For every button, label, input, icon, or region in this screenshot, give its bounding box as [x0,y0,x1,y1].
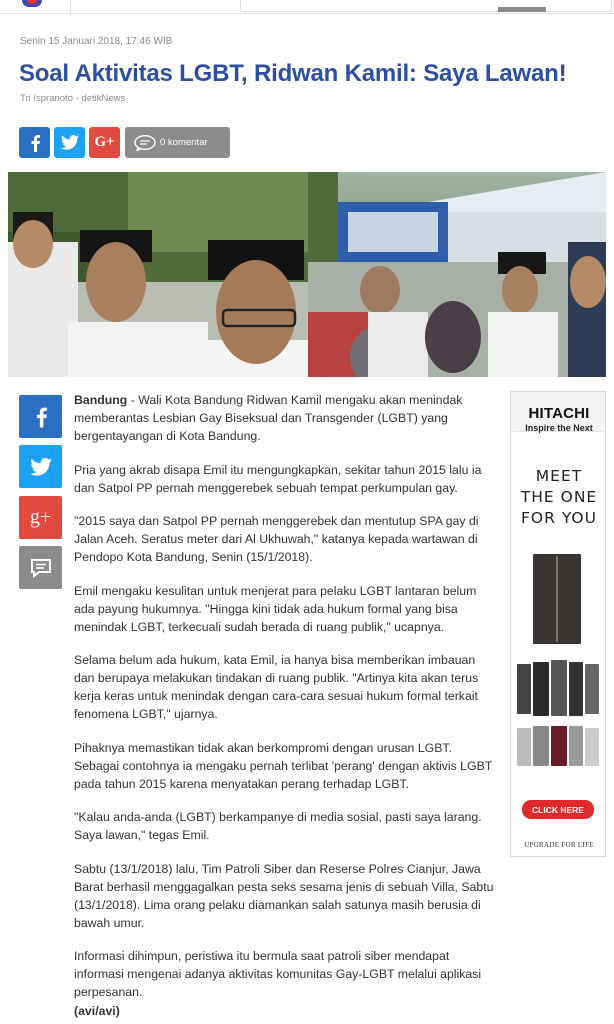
article-paragraph: Pihaknya memastikan tidak akan berkompromi dengan urusan LGBT. Sebagai contohnya ia mengaku pernah terlibat 'perang' dengan aktivis LGBT pada tahun 2015 karena menyatakan perang terhadap LGBT. [74,740,493,791]
comment-icon [134,134,156,151]
ad-headline: MEET THE ONE FOR YOU [520,467,598,527]
site-header [0,0,614,14]
article-byline: Tri Ispranoto - detikNews [20,93,126,104]
comment-icon [30,558,52,578]
google-plus-icon: g+ [29,506,52,528]
advertisement-banner[interactable] [510,391,606,857]
article-location: Bandung [74,393,128,407]
article-lead-text: - Wali Kota Bandung Ridwan Kamil mengaku akan menindak memberantas Lesbian Gay Biseksual dan Transgender (LGBT) yang bergentayangan di Kota Bandung. [74,393,463,443]
share-twitter-button[interactable] [54,127,85,158]
article-paragraph: Selama belum ada hukum, kata Emil, ia hanya bisa memberikan imbauan dan berupaya melakukan tindakan di ruang publik. "Artinya kita akan terus kerja keras untuk menindak dengan cara-cara sesuai hukum formal terkait fenomena LGBT," ujarnya. [74,653,479,721]
article-hero-image [8,172,606,377]
header-divider [70,0,71,14]
article-paragraph: Sabtu (13/1/2018) lalu, Tim Patroli Siber dan Reserse Polres Cianjur, Jawa Barat berhasil menggagalkan pesta seks sesama jenis di sebuah Villa, Sabtu (13/1/2018). Lima orang pelaku diamankan salah satunya masih berusia di bawah umur. [74,861,494,930]
ad-footer-slogan: UPGRADE FOR LIFE [524,841,594,849]
article-body [74,391,499,1024]
facebook-icon [29,134,41,152]
article-lead-paragraph [74,391,499,445]
ad-tagline: Inspire the Next [525,423,593,433]
article-paragraph: "2015 saya dan Satpol PP pernah menggerebek dan mentutup SPA gay di Jalan Aceh. Seratus meter dari Al Ukhuwah," katanya kepada wartawan di Pendopo Kota Bandung, Senin (15/1/2018). [74,514,479,564]
comment-count-label: 0 komentar [160,137,208,148]
article-paragraph: Informasi dihimpun, peristiwa itu bermula saat patroli siber mendapat informasi mengenai adanya aktivitas komunitas Gay-LGBT melalui aplikasi perpesanan. [74,949,482,999]
article-paragraph: "Kalau anda-anda (LGBT) berkampanye di media sosial, pasti saya larang. Saya lawan," tegas Emil. [74,810,482,842]
search-input[interactable] [240,0,612,12]
twitter-icon [61,135,79,150]
facebook-icon [34,406,48,428]
article-title: Soal Aktivitas LGBT, Ridwan Kamil: Saya Lawan! [19,60,567,87]
share-google-plus-button[interactable] [89,127,120,158]
sidebar-comment-button[interactable] [19,546,62,589]
ad-click-here-button[interactable]: CLICK HERE [522,800,594,819]
article-date: Senin 15 Januari 2018, 17:46 WIB [20,36,173,47]
article-signature: (avi/avi) [74,1003,120,1018]
article-paragraph: Emil mengaku kesulitan untuk menjerat para pelaku LGBT lantaran belum ada payung hukumnya. "Hingga kini tidak ada hukum formal yang bisa menindak LGBT, terkecuali sudah berada di ruang publik," ucapnya. [74,583,477,634]
google-plus-icon: G+ [94,134,115,150]
share-facebook-button[interactable] [19,127,50,158]
article-paragraph: Pria yang akrab disapa Emil itu mengungkapkan, sekitar tahun 2015 lalu ia dan Satpol PP pernah menggerebek sebuah tempat perkumpulan gay. [74,462,482,495]
ad-brand-logo: HITACHI [528,405,590,422]
site-logo[interactable] [22,0,42,7]
sidebar-share-facebook-button[interactable] [19,395,62,438]
sidebar-share-twitter-button[interactable] [19,445,62,488]
search-button[interactable] [498,7,546,12]
comment-count-button[interactable] [125,127,230,158]
sidebar-share-google-plus-button[interactable] [19,496,62,539]
twitter-icon [30,458,52,476]
